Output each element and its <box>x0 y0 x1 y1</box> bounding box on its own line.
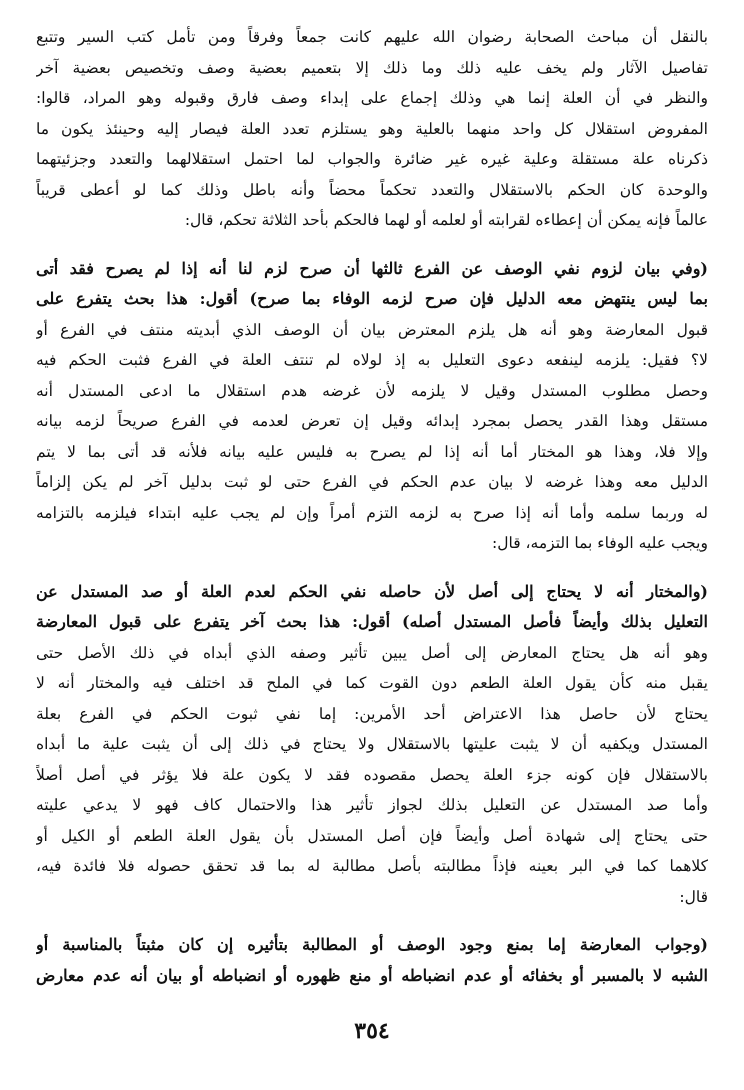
bold-text-line: الشبه لا بالمسبر أو بخفائه أو عدم انضباطه أو منع ظهوره أو انضباطه أو بيان أنه عدم معارض <box>36 965 708 985</box>
text-line: لا؟ فقيل: يلزمه لينفعه دعوى التعليل به إذ لولاه لم تنتف العلة في الفرع فثبت الحكم فيه <box>36 351 708 369</box>
text-line: وحصل مطلوب المستدل وقيل لا يلزمه لأن غرضه هدم استقلال ما ادعى المستدل أنه <box>36 381 708 400</box>
text-line: وأما صد المستدل عن التعليل بذلك لجواز تأثير هذا والاحتمال كاف فهو لا يدعي عليته <box>36 796 708 814</box>
bold-text-line: التعليل بذلك وأيضاً فأصل المستدل أصله) أقول: هذا بحث آخر يتفرع على قبول المعارضة <box>36 612 708 631</box>
page-number: ٣٥٤ <box>354 1018 390 1044</box>
text-line: بالنقل أن مباحث الصحابة رضوان الله عليهم كانت جمعاً وفرقاً ومن تأمل كتب السير وتتبع <box>36 28 708 46</box>
text-line: قبول المعارضة وهو أنه هل يلزم المعترض بيان أن الوصف الذي أبديته منتف في الفرع أو <box>36 320 708 339</box>
page-body <box>36 22 708 991</box>
paragraph-gap <box>36 912 708 930</box>
text-line: حتى يحتاج إلى شهادة أصل وأيضاً فإن أصل المستدل بأن يقول العلة الطعم أو الكيل أو <box>36 826 708 845</box>
paragraph-4 <box>36 930 708 991</box>
text-line: ذكرناه علة مستقلة وعلية غيره غير ضائرة والجواب لما احتمل استقلالهما والتعدد وجزئيتهما <box>36 150 708 168</box>
text-line: عالماً فإنه يمكن أن إعطاءه لقرابته أو لعلمه أو لهما فالحكم بأحد الثلاثة تحكم، قال: <box>184 211 708 229</box>
bold-text-line: بما ليس ينتهض معه الدليل فإن صرح لزمه الوفاء بما صرح) أقول: هذا بحث يتفرع على <box>36 289 708 308</box>
paragraph-2 <box>36 254 708 559</box>
paragraph-3 <box>36 577 708 913</box>
bold-text-line: (وفي بيان لزوم نفي الوصف عن الفرع ثالثها أن صرح لزم لنا أنه إذا لم يصرح فقد أتى <box>36 258 708 278</box>
text-line: مستقل وهذا القدر يحصل بمجرد إبدائه وقيل إن تعرض لعدمه في الفرع صريحاً لزمه بيانه <box>36 412 708 430</box>
text-line: يقبل منه كأن يقول العلة الطعم دون القوت كما في الملح قد اختلف فيه والمختار أنه لا <box>36 674 708 692</box>
text-line: قال: <box>679 887 708 906</box>
text-line: المستدل ويكفيه أن لا يثبت عليتها بالاستقلال ولا يحتاج في ذلك إلى أن يثبت علية ما أبداه <box>36 735 708 753</box>
text-line: وهو أنه هل يحتاج المعارض إلى أصل يبين تأثير وصفه الذي أبداه في ذلك الأصل حتى <box>36 643 708 662</box>
paragraph-gap <box>36 559 708 577</box>
text-line: والوحدة كان الحكم بالاستقلال والتعدد تحكماً محضاً وأنه باطل وذلك كما لو أعطى قريباً <box>36 180 708 199</box>
text-line: تفاصيل الآثار ولم يخف عليه ذلك وما ذلك إلا بتعميم بعضية وصف وتخصيص بعضية آخر <box>36 58 708 77</box>
text-line: كلاهما كما في البر بعينه فإذاً مطالبته بأصل مطالبة له بما قد تحقق حصوله فلا فائدة فيه، <box>36 857 708 875</box>
bold-text-line: (وجواب المعارضة إما بمنع وجود الوصف أو المطالبة بتأثيره إن كان مثبتاً بالمناسبة أو <box>36 935 708 954</box>
text-line: له وربما سلمه وأما أنه إذا صرح به لزمه التزم أمراً وإن لم يجب عليه ابتداء فيلزمه بالتزامه <box>36 503 708 522</box>
bold-text-line: (والمختار أنه لا يحتاج إلى أصل لأن حاصله نفي الحكم لعدم العلة أو صد المستدل عن <box>36 581 708 601</box>
text-line: وإلا فلا، وهذا هو المختار أما أنه إذا لم يصرح به فليس عليه بيانه فلأنه قد أتى بما لا يتم <box>36 442 708 461</box>
text-line: ويجب عليه الوفاء بما التزمه، قال: <box>492 534 708 552</box>
text-line: المفروض استقلال كل واحد منهما بالعلية وهو يستلزم تعدد العلة فيصار إليه وحينئذ يكون ما <box>36 119 708 138</box>
paragraph-1 <box>36 22 708 236</box>
text-line: والنظر في أن العلة إنما هي وذلك إجماع على إبداء وصف فارق وقبوله وهو المراد، قالوا: <box>36 89 708 107</box>
paragraph-gap <box>36 236 708 254</box>
text-line: الدليل معه وهذا غرضه لا بيان عدم الحكم في الفرع حتى لو ثبت بدليل آخر لم يكن إلزاماً <box>36 473 708 491</box>
text-line: بالاستقلال فإن كونه جزء العلة يحصل مقصوده فقد لا يكون علة فلا يؤثر في أصل أصلاً <box>36 765 708 784</box>
text-line: يحتاج لأن حاصل هذا الاعتراض أحد الأمرين: إما نفي ثبوت الحكم في الفرع بعلة <box>36 704 708 723</box>
